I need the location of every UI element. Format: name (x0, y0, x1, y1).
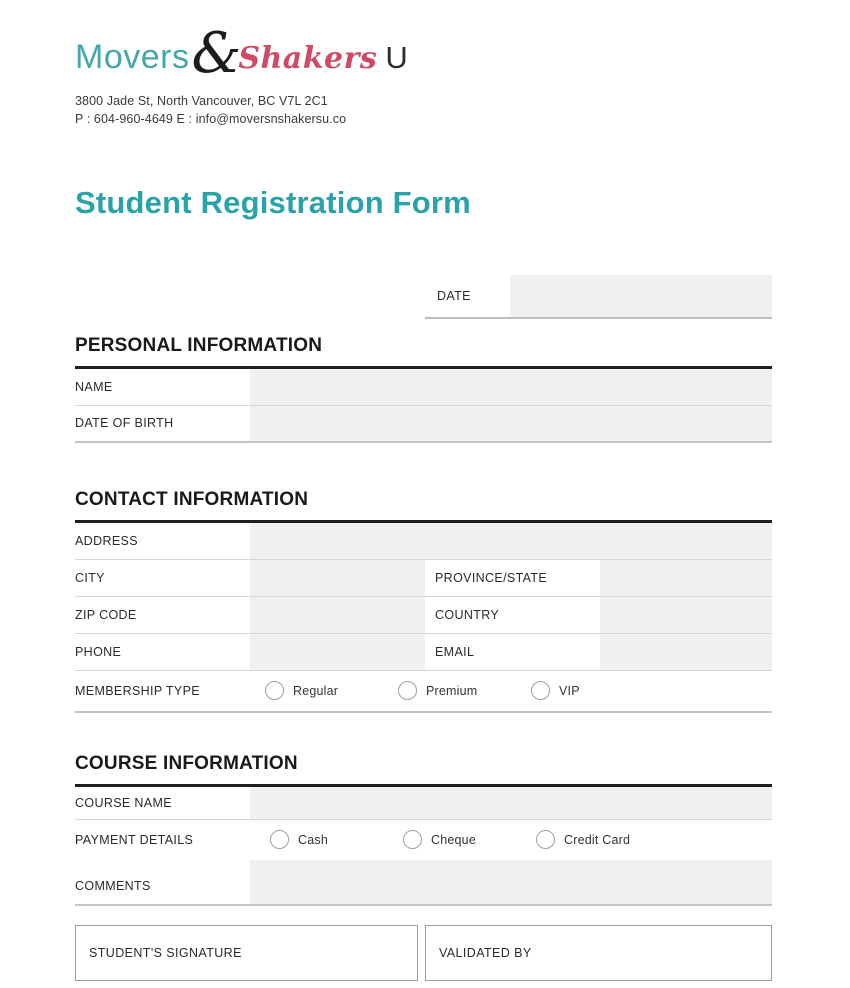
membership-option-regular[interactable] (265, 681, 398, 700)
payment-option-credit-card[interactable] (536, 830, 669, 849)
radio-button-icon[interactable] (531, 681, 550, 700)
comments-input[interactable] (250, 860, 772, 904)
city-input[interactable] (250, 560, 425, 596)
membership-options (250, 671, 772, 711)
city-label: CITY (75, 570, 105, 585)
province-state-label: PROVINCE/STATE (435, 570, 548, 585)
student-signature-label: STUDENT'S SIGNATURE (89, 945, 242, 960)
country-input[interactable] (600, 597, 772, 633)
course-information-heading: COURSE INFORMATION (75, 753, 772, 787)
membership-option-premium[interactable] (398, 681, 531, 700)
payment-option-cheque-label: Cheque (431, 832, 476, 847)
radio-button-icon[interactable] (403, 830, 422, 849)
brand-logo (75, 21, 772, 86)
membership-option-vip[interactable] (531, 681, 664, 700)
date-input[interactable] (510, 275, 772, 317)
zip-country-row (75, 597, 772, 634)
email-label: EMAIL (435, 644, 475, 659)
zip-code-label: ZIP CODE (75, 607, 137, 622)
payment-option-credit-card-label: Credit Card (564, 832, 631, 847)
date-row (425, 275, 772, 319)
brand-phone-email: P : 604-960-4649 E : info@moversnshakersu.co (75, 111, 347, 126)
course-name-label: COURSE NAME (75, 795, 172, 810)
membership-type-label: MEMBERSHIP TYPE (75, 683, 200, 698)
signature-footer (75, 925, 772, 981)
phone-email-row (75, 634, 772, 671)
logo-text-shakers: Shakers (238, 41, 378, 76)
comments-row (75, 860, 772, 906)
payment-option-cash-label: Cash (298, 832, 328, 847)
address-label: ADDRESS (75, 533, 138, 548)
zip-code-input[interactable] (250, 597, 425, 633)
date-of-birth-label: DATE OF BIRTH (75, 416, 174, 430)
date-of-birth-input[interactable] (250, 406, 772, 441)
country-label: COUNTRY (435, 607, 500, 622)
comments-label: COMMENTS (75, 878, 151, 893)
radio-button-icon[interactable] (270, 830, 289, 849)
date-of-birth-row (75, 406, 772, 443)
contact-information-heading: CONTACT INFORMATION (75, 489, 772, 523)
payment-options (250, 820, 772, 860)
radio-button-icon[interactable] (536, 830, 555, 849)
student-signature-box[interactable] (75, 925, 418, 981)
radio-button-icon[interactable] (398, 681, 417, 700)
payment-option-cheque[interactable] (403, 830, 536, 849)
radio-button-icon[interactable] (265, 681, 284, 700)
section-course-information (75, 753, 772, 906)
province-state-input[interactable] (600, 560, 772, 596)
name-label: NAME (75, 379, 113, 394)
membership-option-regular-label: Regular (293, 683, 339, 698)
payment-details-label: PAYMENT DETAILS (75, 832, 194, 847)
validated-by-box[interactable] (425, 925, 772, 981)
course-name-input[interactable] (250, 787, 772, 819)
address-row (75, 523, 772, 560)
section-contact-information (75, 489, 772, 713)
logo-text-u: U (385, 40, 408, 75)
phone-input[interactable] (250, 634, 425, 670)
date-label: DATE (437, 288, 471, 303)
payment-details-row (75, 820, 772, 860)
page-title: Student Registration Form (75, 184, 471, 220)
logo-text-movers: Movers (75, 38, 190, 76)
phone-label: PHONE (75, 644, 122, 659)
city-province-row (75, 560, 772, 597)
brand-address: 3800 Jade St, North Vancouver, BC V7L 2C1 (75, 94, 328, 108)
logo-ampersand-icon: & (191, 21, 242, 86)
membership-type-row (75, 671, 772, 713)
personal-information-heading: PERSONAL INFORMATION (75, 335, 772, 369)
email-input[interactable] (600, 634, 772, 670)
validated-by-label: VALIDATED BY (439, 945, 532, 960)
membership-option-vip-label: VIP (559, 683, 580, 698)
section-personal-information (75, 335, 772, 443)
name-row (75, 369, 772, 406)
form-header (75, 21, 772, 129)
course-name-row (75, 787, 772, 820)
name-input[interactable] (250, 369, 772, 405)
membership-option-premium-label: Premium (426, 683, 478, 698)
payment-option-cash[interactable] (270, 830, 403, 849)
address-input[interactable] (250, 523, 772, 559)
brand-contact-block (75, 93, 772, 129)
